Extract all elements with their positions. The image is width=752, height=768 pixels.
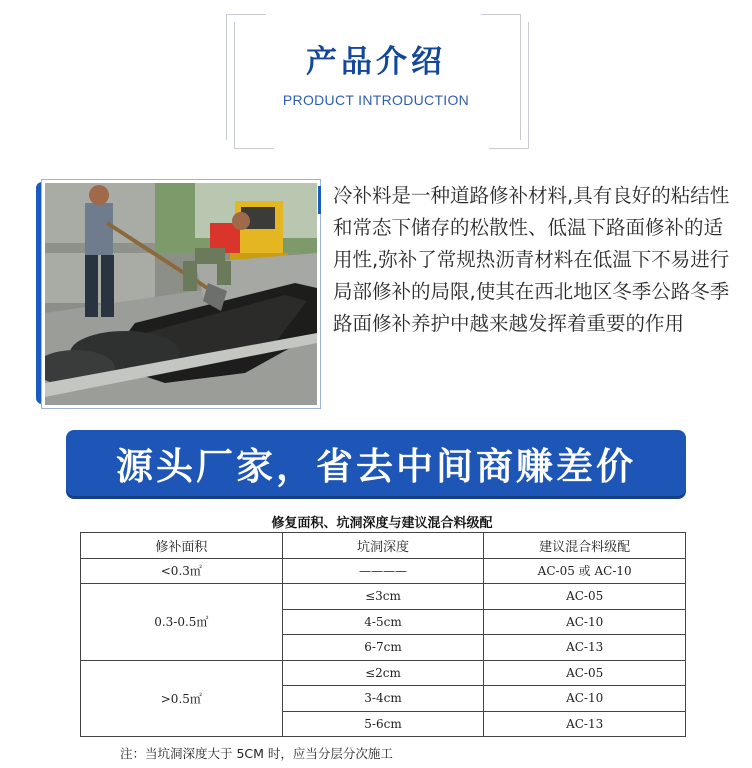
depth-cell: ≤3cm: [282, 584, 484, 610]
road-repair-photo: [42, 180, 320, 408]
table-row: [81, 558, 686, 584]
header-depth: 坑洞深度: [282, 533, 484, 559]
depth-cell: 6-7cm: [282, 635, 484, 661]
table-row: [81, 660, 686, 686]
product-intro-text: 冷补料是一种道路修补材料,具有良好的粘结性和常态下储存的松散性、低温下路面修补的适用性,弥补了常规热沥青材料在低温下不易进行局部修补的局限,使其在西北地区冬季公路冬季路面修补养护中越来越发挥着重要的作用: [333, 184, 730, 335]
header-area: 修补面积: [81, 533, 283, 559]
promo-banner-text: 源头厂家，省去中间商赚差价: [116, 445, 636, 488]
header-mix: 建议混合料级配: [484, 533, 686, 559]
page-subtitle: PRODUCT INTRODUCTION: [282, 92, 470, 108]
depth-cell: 3-4cm: [282, 686, 484, 712]
depth-cell: ≤2cm: [282, 660, 484, 686]
table-row: [81, 584, 686, 610]
area-cell: <0.3㎡: [81, 558, 283, 584]
mix-cell: AC-13: [484, 635, 686, 661]
area-cell: 0.3-0.5㎡: [81, 584, 283, 661]
mix-cell: AC-05: [484, 660, 686, 686]
depth-cell: 5-6cm: [282, 711, 484, 737]
mix-cell: AC-05: [484, 584, 686, 610]
mix-cell: AC-10: [484, 686, 686, 712]
depth-cell: ————: [282, 558, 484, 584]
mix-cell: AC-10: [484, 609, 686, 635]
table-header-row: [81, 533, 686, 559]
mix-gradation-table: [80, 532, 686, 737]
mix-cell: AC-05 或 AC-10: [484, 558, 686, 584]
intro-accent-bar: [318, 186, 321, 214]
page-title: 产品介绍: [306, 44, 446, 80]
table-note: 注：当坑洞深度大于 5CM 时，应当分层分次施工: [120, 746, 393, 761]
mix-cell: AC-13: [484, 711, 686, 737]
area-cell: >0.5㎡: [81, 660, 283, 737]
depth-cell: 4-5cm: [282, 609, 484, 635]
table-title: 修复面积、坑洞深度与建议混合料级配: [271, 516, 493, 531]
promo-banner: [66, 430, 686, 496]
